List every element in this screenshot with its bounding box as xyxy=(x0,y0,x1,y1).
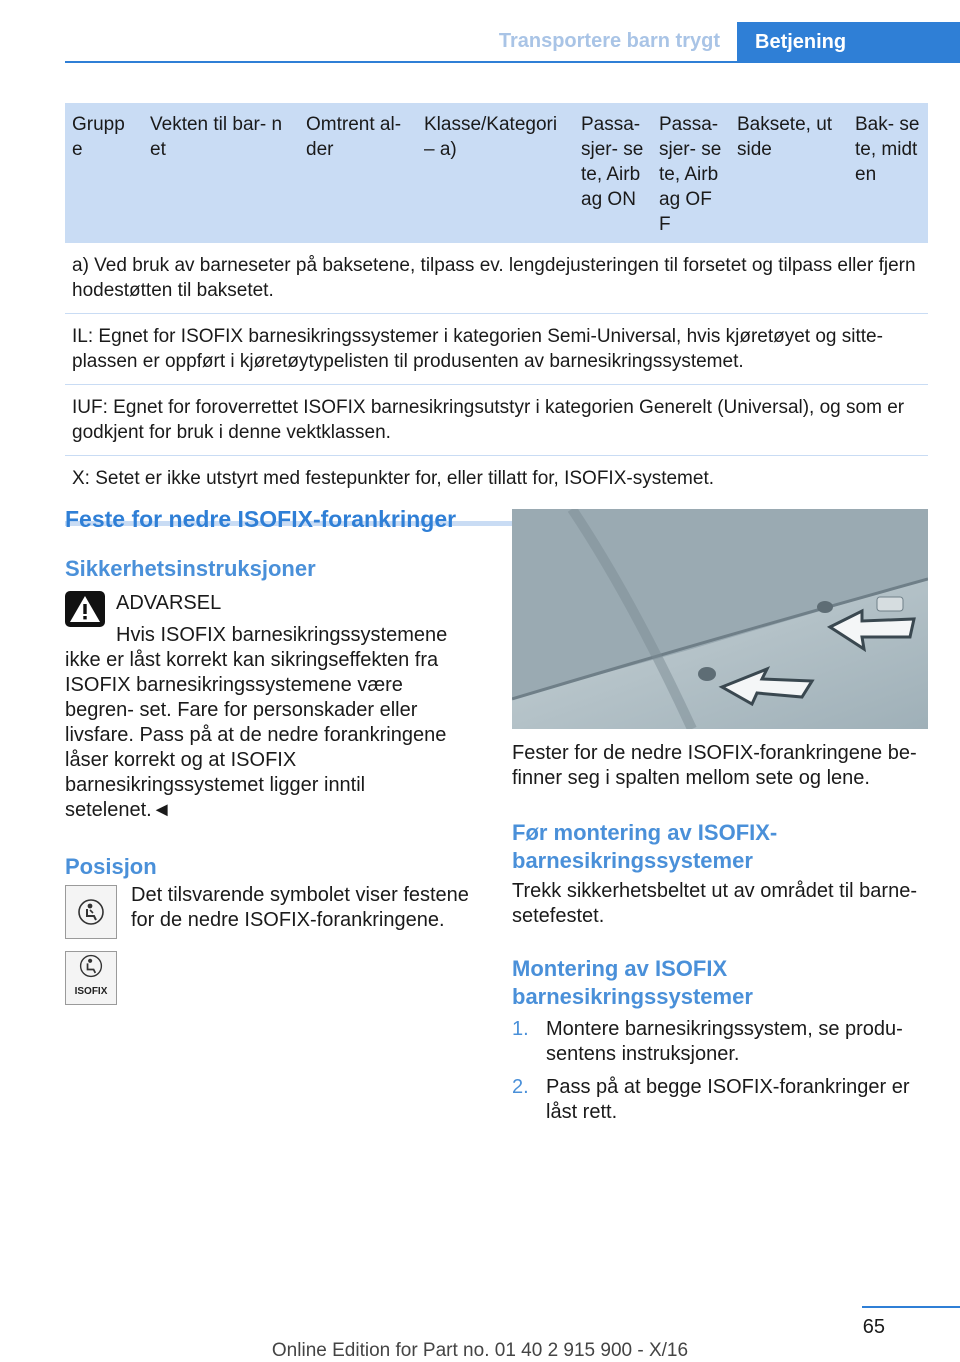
table-header-cell: Passa- sjer- sete, Airbag OFF xyxy=(659,114,722,235)
safety-heading: Sikkerhetsinstruksjoner xyxy=(65,556,316,581)
before-mounting-heading: Før montering av ISOFIX- barnesikringssystemer xyxy=(512,820,778,873)
child-seat-icon xyxy=(65,885,117,939)
right-column xyxy=(512,509,928,1125)
page-number: 65 xyxy=(862,1316,885,1338)
table-note: a) Ved bruk av barneseter på baksetene, tilpass ev. lengdejusteringen til forsetet og tilpass eller fjern hodestøtten til baksetet. xyxy=(65,243,928,314)
table-header-cell: Bak- sete, midten xyxy=(855,114,920,185)
table-header-cell: Vekten til bar- net xyxy=(150,114,283,160)
table-header-cell: Baksete, utside xyxy=(737,114,833,160)
position-heading: Posisjon xyxy=(65,854,157,879)
table-header-cell: Grupp e xyxy=(72,114,125,160)
before-mounting-text: Trekk sikkerhetsbeltet ut av området til barne- setefestet. xyxy=(512,880,917,927)
photo-caption: Fester for de nedre ISOFIX-forankringene be- finner seg i spalten mellom sete og lene. xyxy=(512,742,917,789)
table-note: IL: Egnet for ISOFIX barnesikringssystemer i kategorien Semi-Universal, hvis kjøretøyet og sitte- plassen er oppført i kjøretøytypelisten til produsenten av barnesikringssystemet. xyxy=(65,314,928,385)
section-title: Feste for nedre ISOFIX-forankringer xyxy=(65,506,457,532)
table-header-cell: Passa- sjer- sete, Airbag ON xyxy=(581,114,644,210)
seat-anchor-photo xyxy=(512,509,928,729)
edition-line: Online Edition for Part no. 01 40 2 915 900 - X/16 xyxy=(271,1340,689,1361)
isofix-table xyxy=(65,103,928,526)
left-column xyxy=(65,505,475,1005)
step-text: Montere barnesikringssystem, se produ- sentens instruksjoner. xyxy=(546,1018,903,1065)
list-item xyxy=(512,1017,928,1067)
header-chapter-tab: Betjening xyxy=(737,22,960,62)
position-row xyxy=(65,885,475,939)
header-rule xyxy=(65,61,960,63)
position-text: Det tilsvarende symbolet viser festene for de nedre ISOFIX-forankringene. xyxy=(131,884,469,931)
table-note: X: Setet er ikke utstyrt med festepunkter for, eller tillatt for, ISOFIX-systemet. xyxy=(72,468,715,489)
header-section-title: Transportere barn trygt xyxy=(498,30,720,52)
isofix-symbol-label: ISOFIX xyxy=(74,985,108,997)
table-header-cell: Omtrent al- der xyxy=(306,114,402,160)
step-number: 1. xyxy=(512,1018,529,1040)
warning-triangle-icon xyxy=(65,591,105,627)
table-header-cell: Klasse/Kategori – a) xyxy=(424,114,558,160)
mounting-steps xyxy=(512,1017,928,1125)
mounting-heading: Montering av ISOFIX barnesikringssystemer xyxy=(512,956,753,1009)
table-note: IUF: Egnet for foroverrettet ISOFIX barnesikringsutstyr i kategorien Generelt (Universal), og som er godkjent for bruk i denne vektklassen. xyxy=(65,385,928,456)
step-number: 2. xyxy=(512,1076,529,1098)
warning-block xyxy=(65,591,475,627)
step-text: Pass på at begge ISOFIX-forankringer er låst rett. xyxy=(546,1076,910,1123)
list-item xyxy=(512,1075,928,1125)
isofix-symbol-icon xyxy=(65,951,117,1005)
warning-text: Hvis ISOFIX barnesikringssystemene ikke er låst korrekt kan sikringseffekten fra ISOFIX barnesikringssystemene være begren- set. Fare for personskader eller livsfare. Pass på at de nedre forankringene låser korrekt og at ISOFIX barnesikringssystemet ligger inntil setelenet.◄ xyxy=(65,624,448,821)
warning-label: ADVARSEL xyxy=(116,592,222,614)
footer-rule xyxy=(862,1306,960,1308)
table-header-row xyxy=(65,103,928,243)
